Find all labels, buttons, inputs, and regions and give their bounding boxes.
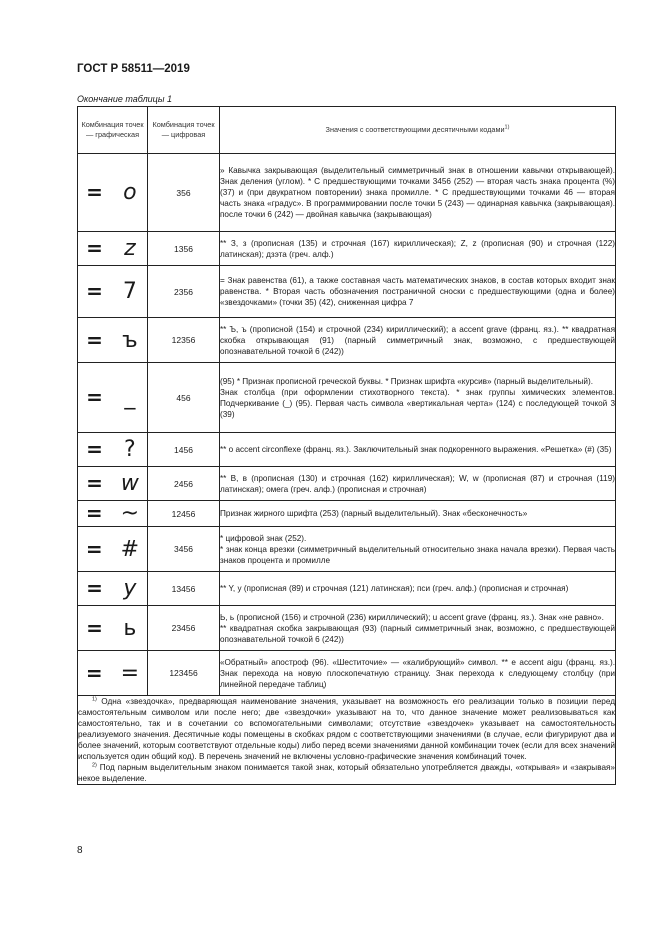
equals-sign: = (86, 327, 103, 352)
table-header-row (78, 107, 616, 154)
header-values (220, 107, 616, 154)
description-line: ** Y, y (прописная (89) и строчная (121) латинская); пси (греч. алф.) (прописная и строчная) (220, 584, 569, 593)
header-values-sup: 1) (504, 124, 510, 131)
graphic-glyph: _ (124, 385, 136, 410)
description-cell (220, 572, 616, 606)
table-row (78, 606, 616, 651)
standard-header: ГОСТ Р 58511—2019 (77, 63, 190, 75)
digital-code-cell: 123456 (148, 651, 220, 696)
header-digital: Комбинация точек — цифровая (148, 107, 220, 154)
graphic-glyph: ~ (120, 501, 140, 526)
equals-sign: = (86, 236, 103, 260)
footnotes-cell (78, 696, 616, 785)
equals-sign: = (85, 536, 103, 561)
description-cell (220, 501, 616, 527)
description-cell (220, 606, 616, 651)
description-line: » Кавычка закрывающая (выделительный симметричный знак в отношении кавычки открывающей). Знак деления (углом). * С предшествующими точками 3456 (252) — вторая часть знака процента (%) (37) и (при двукратном повторении) знака промилле. * С предшествующими точками 46 — вторая часть знака «градус». В программировании после точки 5 (243) — одинарная кавычка (закрывающая). после точки 6 (242) — двойная кавычка (закрывающая) (220, 166, 615, 219)
graphic-symbol-cell (78, 433, 148, 467)
footnotes-row (78, 696, 616, 785)
table-row (78, 572, 616, 606)
footnote (78, 696, 615, 762)
description-cell (220, 232, 616, 266)
description-cell (220, 467, 616, 501)
digital-code-cell: 2356 (148, 266, 220, 318)
description-line: * цифровой знак (252). (220, 533, 307, 543)
description-line: ** o accent circonflexe (франц. яз.). Заключительный знак подкоренного выражения. «Решетка» (#) (35) (220, 445, 612, 454)
digital-code-cell: 456 (148, 363, 220, 433)
table-row (78, 232, 616, 266)
description-cell (220, 433, 616, 467)
equals-sign: = (86, 180, 103, 204)
description-cell (220, 266, 616, 318)
table-row (78, 527, 616, 572)
table-row (78, 501, 616, 527)
description-line: ** Ъ, ъ (прописной (154) и строчной (234) кириллический); a accent grave (франц. яз.). ** квадратная скобка открывающая (91) (парный симметричный знак, возможно, с предшествующей опознавательной точкой 6 (242)) (220, 324, 615, 356)
equals-sign: = (86, 471, 103, 495)
graphic-glyph: y (123, 576, 137, 601)
description-line: ** З, з (прописная (135) и строчная (167) кириллическая); Z, z (прописная (90) и строчная (122) латинская); дзэта (греч. алф.) (220, 238, 615, 259)
graphic-symbol-cell (78, 154, 148, 232)
table-row (78, 154, 616, 232)
digital-code-cell: 12356 (148, 318, 220, 363)
graphic-symbol-cell (78, 501, 148, 527)
graphic-glyph: ь (123, 615, 137, 641)
description-cell (220, 154, 616, 232)
table-row (78, 651, 616, 696)
table-row (78, 363, 616, 433)
graphic-symbol-cell (78, 527, 148, 572)
graphic-glyph: z (124, 236, 136, 261)
graphic-symbol-cell (78, 606, 148, 651)
graphic-glyph: o (123, 180, 137, 205)
footnote (78, 762, 615, 784)
description-cell (220, 651, 616, 696)
description-cell (220, 318, 616, 363)
graphic-glyph: # (120, 536, 140, 562)
description-line: ** В, в (прописная (130) и строчная (162) кириллическая); W, w (прописная (87) и строчная (119) латинская); омега (греч. алф.) (прописная и строчная) (220, 473, 615, 494)
description-line: (95) * Признак прописной греческой буквы. * Признак шрифта «курсив» (парный выделительный). (220, 376, 593, 386)
table-row (78, 467, 616, 501)
braille-table (77, 106, 616, 785)
description-line: Признак жирного шрифта (253) (парный выделительный). Знак «бесконечность» (220, 509, 528, 518)
footnote-text: Под парным выделительным знаком понимается такой знак, который обязательно употребляется дважды, «открывая» и «закрывая» некое выделение. (78, 763, 615, 783)
table-caption: Окончание таблицы 1 (77, 94, 172, 104)
graphic-glyph: ? (124, 437, 136, 462)
graphic-symbol-cell (78, 572, 148, 606)
graphic-symbol-cell (78, 318, 148, 363)
equals-sign: = (86, 279, 103, 303)
table-row (78, 433, 616, 467)
graphic-glyph: w (120, 471, 139, 496)
graphic-symbol-cell (78, 363, 148, 433)
footnote-mark: 1) (92, 696, 97, 703)
digital-code-cell: 13456 (148, 572, 220, 606)
header-graphic: Комбинация точек — графическая (78, 107, 148, 154)
equals-sign: = (86, 437, 103, 461)
header-values-text: Значения с соответствующими десятичными кодами (325, 124, 505, 134)
digital-code-cell: 23456 (148, 606, 220, 651)
graphic-glyph: ъ (122, 327, 138, 353)
equals-sign: = (86, 385, 103, 409)
description-cell (220, 363, 616, 433)
digital-code-cell: 2456 (148, 467, 220, 501)
footnote-mark: 2) (92, 762, 97, 769)
graphic-symbol-cell (78, 232, 148, 266)
footnote-text: Одна «звездочка», предваряющая наименование значения, указывает на возможность его реализации только в позиции перед самостоятельным символом или после него; две «звездочки» указывают на то, что данное значение может реализовываться как самостоятельно, так и в сочетании со вспомогательными символами; отсутствие «звездочек» указывает на самостоятельность реализуемого значения. Десятичные коды помещены в скобках рядом с соответствующими значениями (в случае, если фигурируют два и более значений, которым соответствуют отдельные коды) либо перед всеми значениями данной комбинации точек (если для всех значений используется один общий код). В перечень значений не включены условно-графические значения комбинаций точек. (78, 697, 615, 761)
digital-code-cell: 3456 (148, 527, 220, 572)
description-line: Ь, ь (прописной (156) и строчной (236) кириллический); u accent grave (франц. яз.). Знак «не равно». (220, 612, 604, 622)
graphic-symbol-cell (78, 651, 148, 696)
equals-sign: = (85, 501, 103, 525)
table-row (78, 266, 616, 318)
graphic-glyph: = (120, 660, 140, 686)
equals-sign: = (86, 576, 103, 600)
digital-code-cell: 356 (148, 154, 220, 232)
description-line: «Обратный» апостроф (96). «Шеститочие» — «калибрующий» символ. ** e accent aigu (франц. яз.). Знак перехода на новую плоскопечатную страницу. Знак перехода к следующему столбцу (при линейной передаче таблиц) (220, 657, 615, 689)
description-cell (220, 527, 616, 572)
digital-code-cell: 12456 (148, 501, 220, 527)
table-row (78, 318, 616, 363)
description-line: * знак конца врезки (симметричный выделительный относительно знака начала врезки). Первая часть знаков процента и промилле (220, 544, 615, 565)
description-line: ** квадратная скобка закрывающая (93) (парный симметричный знак, возможно, с предшествующей опознавательной точкой 6 (242)) (220, 623, 615, 644)
graphic-glyph: 7 (122, 279, 137, 304)
description-line: = Знак равенства (61), а также составная часть математических знаков, в состав которых входит знак равенства. * Вторая часть обозначения постраничной сноски с предшествующими (одна и более) «звездочками» (точки 35) (42), сниженная цифра 7 (220, 276, 615, 307)
graphic-symbol-cell (78, 266, 148, 318)
digital-code-cell: 1356 (148, 232, 220, 266)
equals-sign: = (85, 660, 103, 685)
digital-code-cell: 1456 (148, 433, 220, 467)
description-line: Знак столбца (при оформлении стихотворного текста). * знак группы химических элементов. Подчеркивание (_) (95). Первая часть символа «вертикальная черта» (124) с последующей точкой 3 (39) (220, 387, 615, 419)
page-number: 8 (77, 845, 83, 856)
graphic-symbol-cell (78, 467, 148, 501)
equals-sign: = (86, 615, 103, 640)
